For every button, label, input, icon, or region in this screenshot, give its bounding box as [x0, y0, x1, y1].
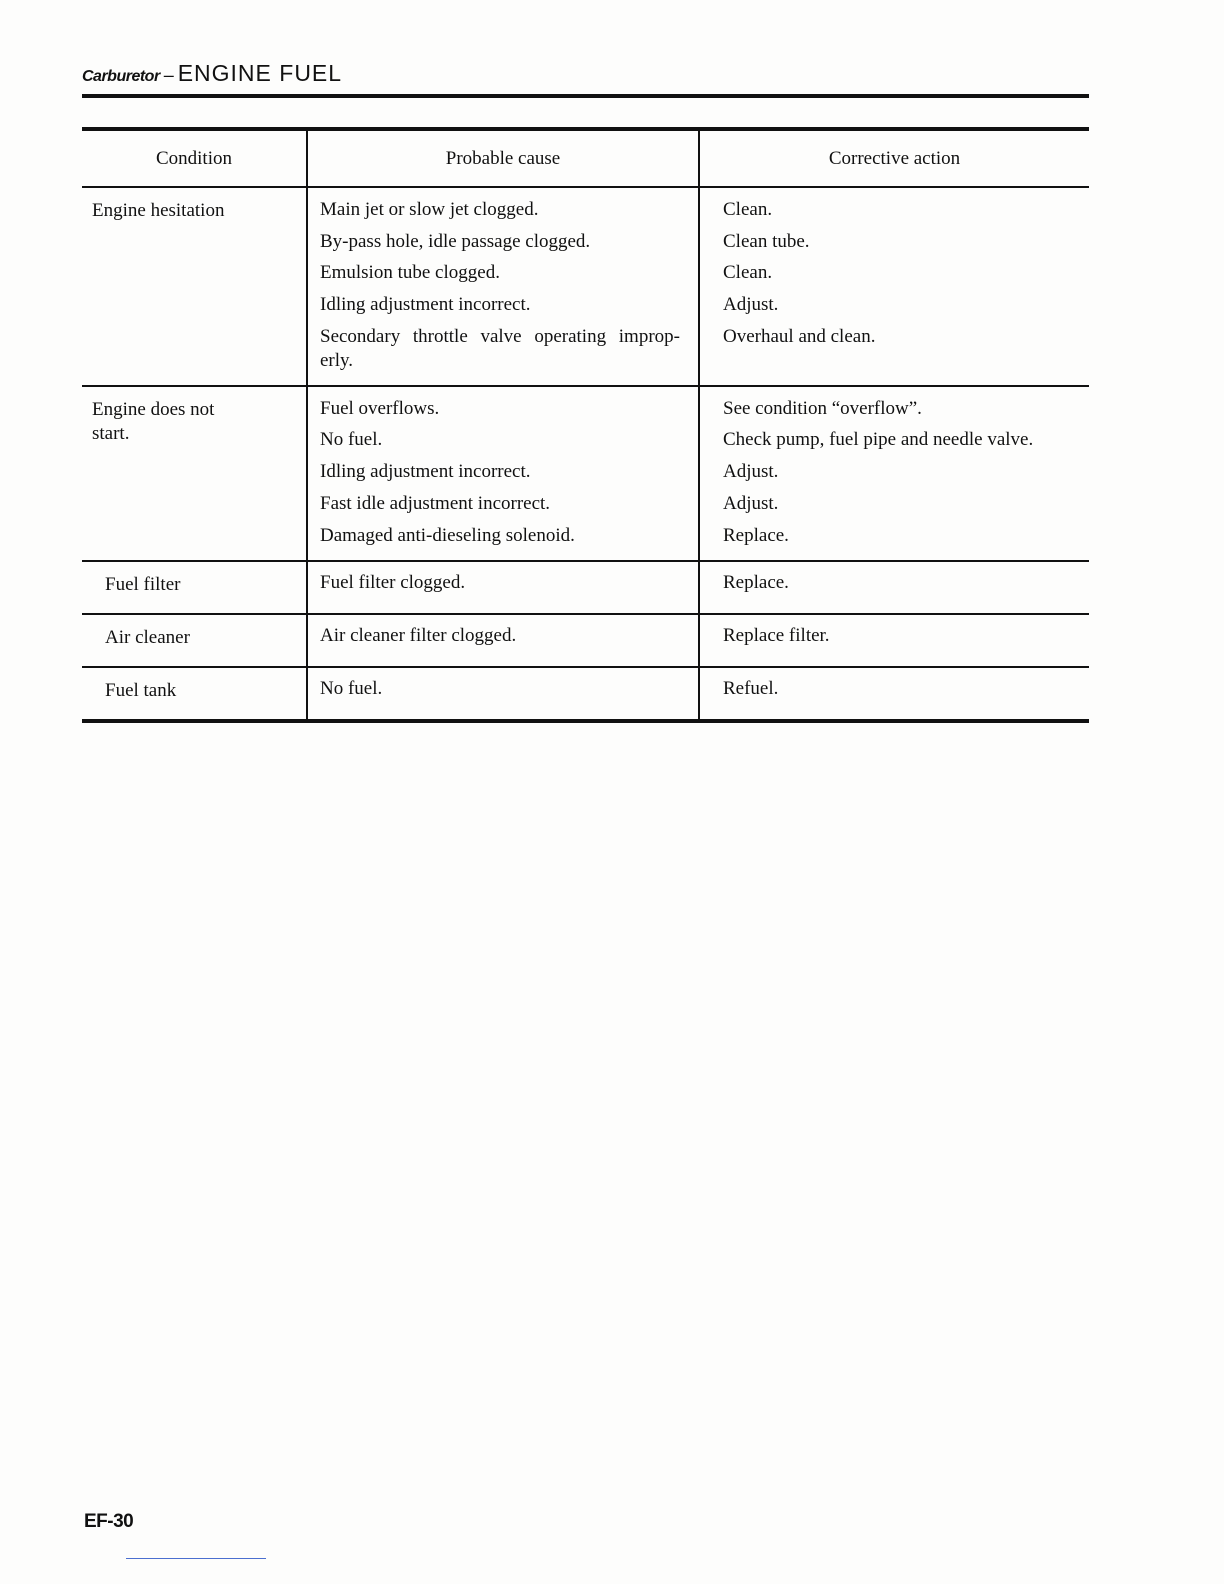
- section-title: ENGINE FUEL: [177, 60, 343, 86]
- column-header-condition: Condition: [82, 129, 307, 187]
- condition-cell: Air cleaner: [82, 614, 307, 667]
- action-item: Overhaul and clean.: [723, 325, 876, 347]
- cause-item: Idling adjustment incorrect.: [320, 294, 531, 316]
- footer-divider: [126, 1558, 266, 1559]
- action-cell: [699, 187, 1089, 386]
- condition-cell: Engine does not start.: [82, 386, 307, 561]
- section-subtitle: Carburetor: [82, 68, 160, 85]
- action-cell: [699, 614, 1089, 667]
- cause-item: Damaged anti-dieseling solenoid.: [320, 524, 575, 546]
- cause-list: [308, 188, 698, 385]
- table-row-air-cleaner: [82, 614, 1089, 667]
- table-row-fuel-filter: [82, 561, 1089, 614]
- action-cell: [699, 561, 1089, 614]
- action-list: [700, 188, 1089, 361]
- cause-item: Fuel filter clogged.: [320, 571, 466, 593]
- cause-item: No fuel.: [320, 429, 383, 451]
- cause-item: Secondary throttle valve operating improp-erly.: [320, 325, 680, 371]
- action-list: [700, 615, 1089, 656]
- column-header-probable-cause: Probable cause: [307, 129, 699, 187]
- header-separator: –: [163, 65, 174, 85]
- page-number: EF-30: [84, 1511, 134, 1532]
- cause-cell: [307, 667, 699, 721]
- cause-list: [308, 387, 698, 560]
- condition-cell: Fuel filter: [82, 561, 307, 614]
- table-row-engine-does-not-start: [82, 386, 1089, 561]
- action-item: Adjust.: [723, 294, 779, 316]
- action-item: Adjust.: [723, 492, 779, 514]
- condition-cell: Fuel tank: [105, 679, 177, 701]
- cause-item: Fast idle adjustment incorrect.: [320, 492, 551, 514]
- action-item: See condition “overflow”.: [723, 397, 922, 419]
- action-cell: [699, 386, 1089, 561]
- cause-list: [308, 668, 698, 709]
- cause-item: Fuel overflows.: [320, 397, 440, 419]
- table-header-row: [82, 129, 1089, 187]
- action-item: Clean.: [723, 199, 773, 220]
- cause-item: Idling adjustment incorrect.: [320, 461, 531, 483]
- action-list: [700, 562, 1089, 603]
- cause-cell: [307, 561, 699, 614]
- cause-cell: [307, 614, 699, 667]
- cause-list: [308, 562, 698, 603]
- condition-cell: Engine hesitation: [82, 187, 307, 386]
- action-item: Clean tube.: [723, 230, 810, 252]
- cause-list: [308, 615, 698, 656]
- action-list: [700, 387, 1089, 560]
- action-item: Replace filter.: [723, 624, 830, 646]
- cause-item: Air cleaner filter clogged.: [320, 624, 517, 646]
- column-header-corrective-action: Corrective action: [699, 129, 1089, 187]
- cause-cell: [307, 187, 699, 386]
- action-item: Refuel.: [723, 677, 779, 699]
- table-row-engine-hesitation: [82, 187, 1089, 386]
- cause-item: Main jet or slow jet clogged.: [320, 199, 539, 220]
- cause-cell: [307, 386, 699, 561]
- page-header: [82, 60, 1089, 98]
- action-cell: [699, 667, 1089, 721]
- cause-item: No fuel.: [320, 677, 383, 699]
- action-item: Clean.: [723, 262, 773, 284]
- action-item: Check pump, fuel pipe and needle valve.: [723, 429, 1034, 451]
- action-item: Adjust.: [723, 461, 779, 483]
- action-list: [700, 668, 1089, 709]
- cause-item: Emulsion tube clogged.: [320, 262, 500, 284]
- cause-item: By-pass hole, idle passage clogged.: [320, 230, 591, 252]
- action-item: Replace.: [723, 571, 789, 593]
- troubleshooting-table: [82, 127, 1089, 723]
- table-row-fuel-tank: [82, 667, 1089, 721]
- action-item: Replace.: [723, 524, 789, 546]
